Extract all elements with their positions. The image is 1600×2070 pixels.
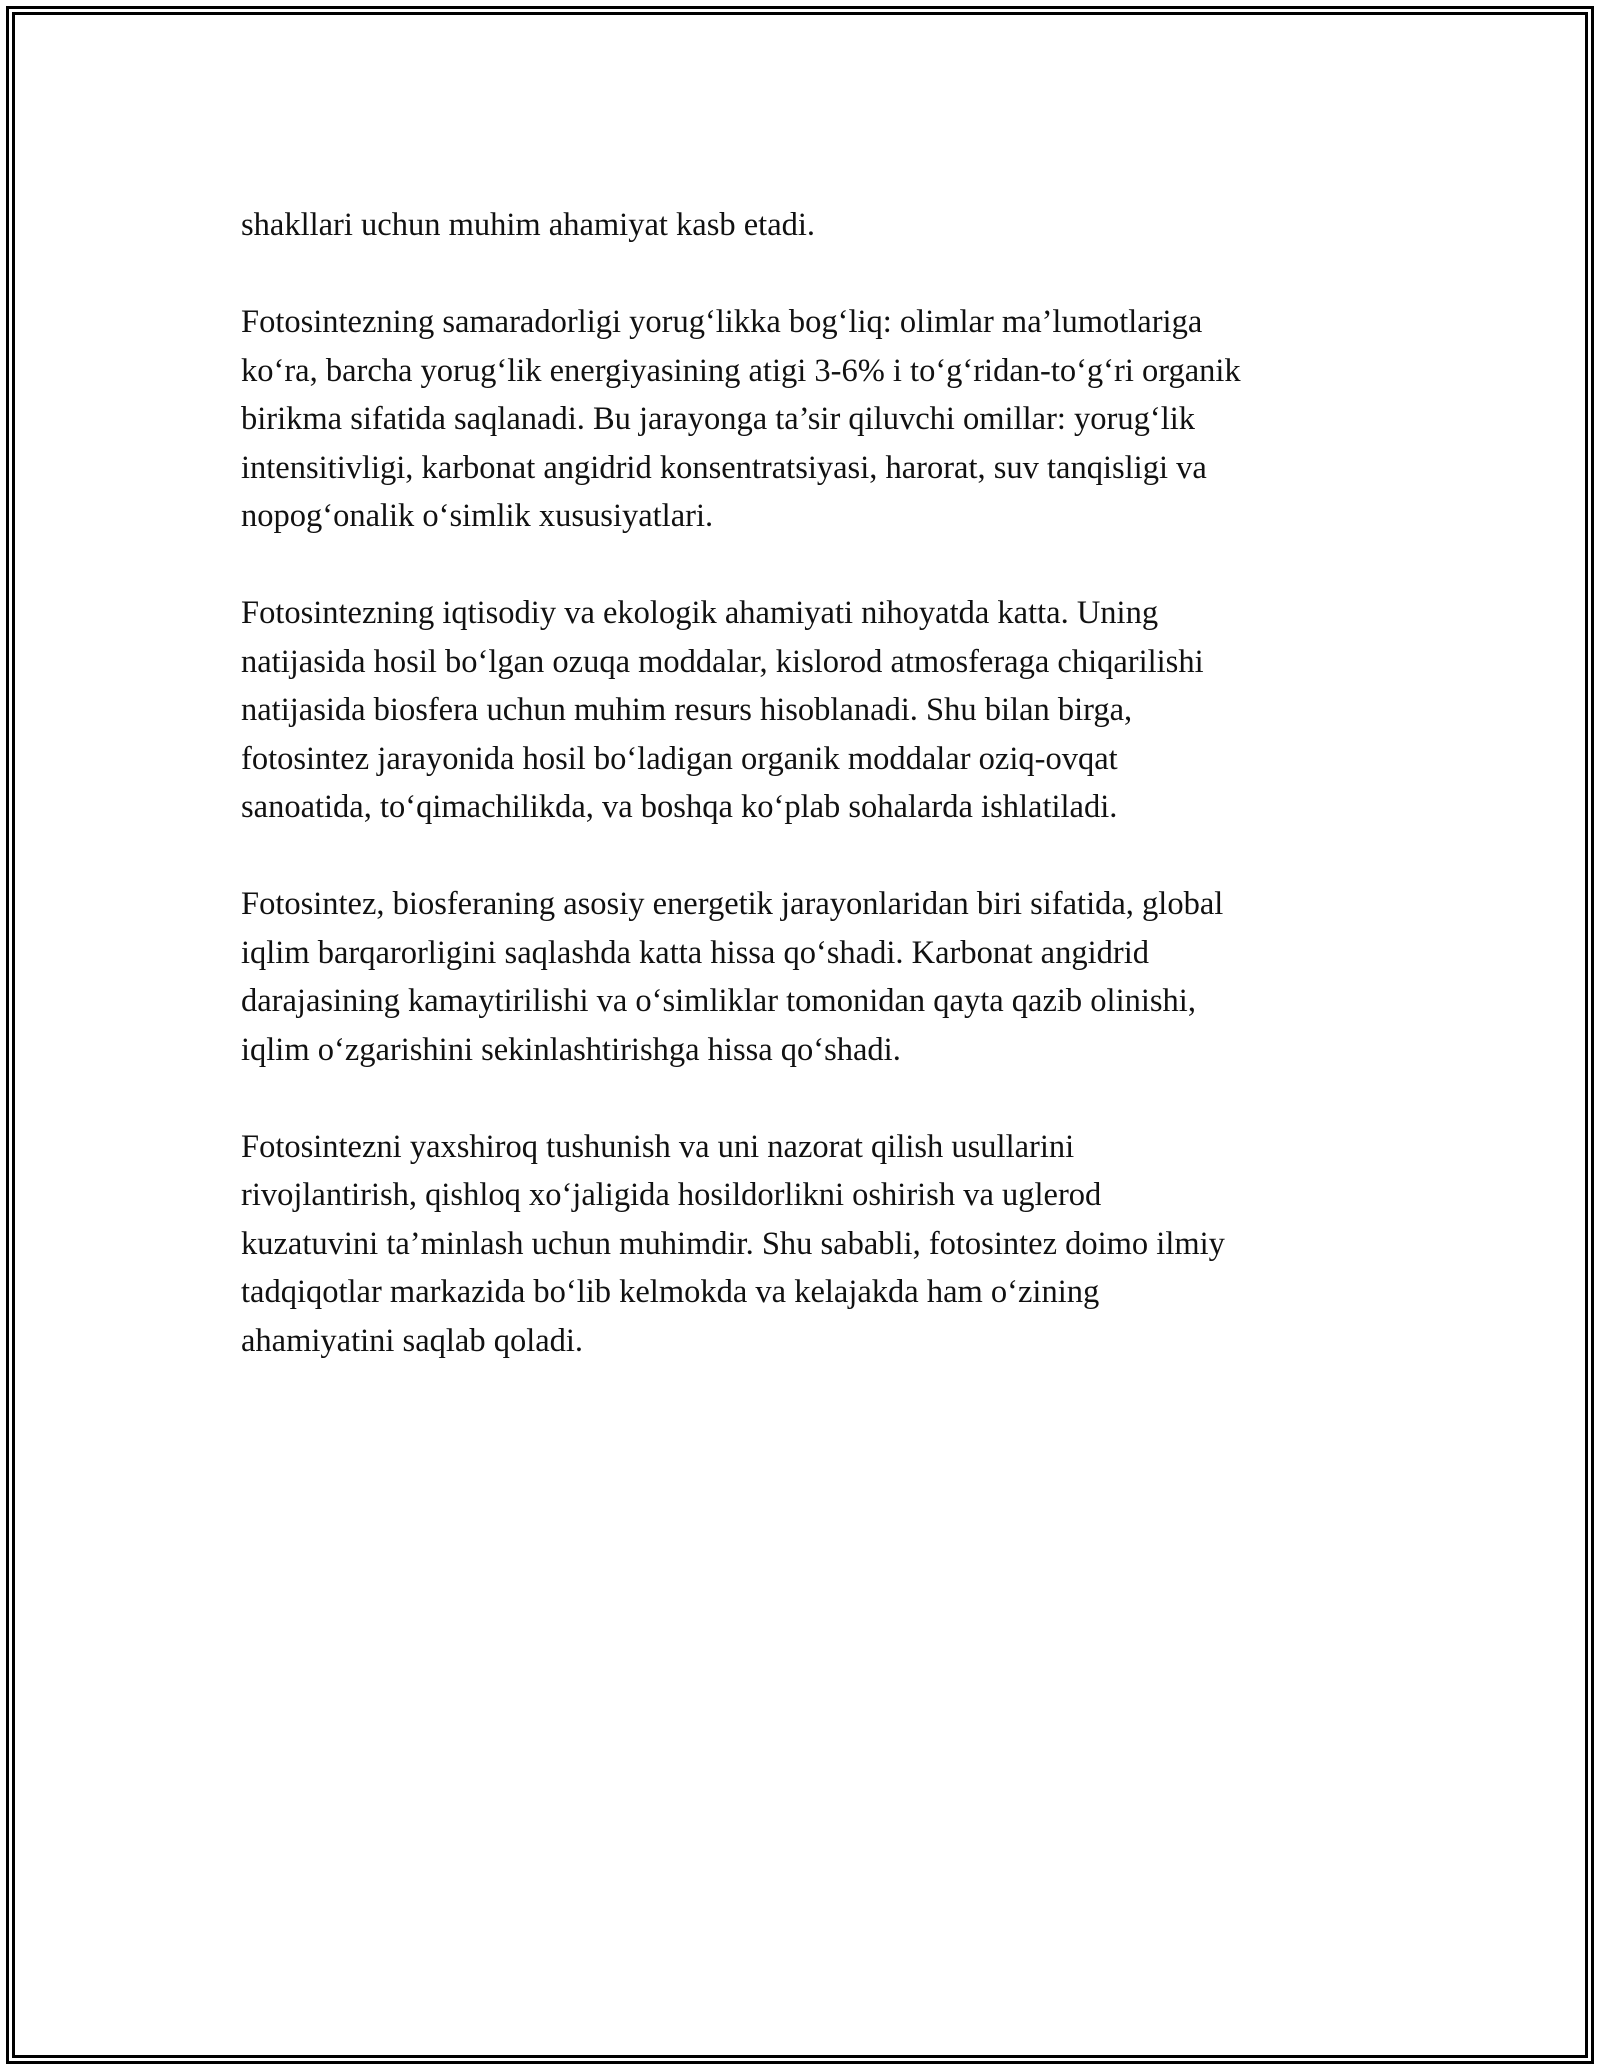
paragraph-continuation: shakllari uchun muhim ahamiyat kasb etadi.: [241, 207, 816, 243]
document-body: [241, 201, 1391, 1414]
page-border-inner: [12, 12, 1588, 2058]
page-border-outer: [6, 6, 1594, 2064]
paragraph-climate: Fotosintez, biosferaning asosiy energetik jarayonlaridan biri sifatida, global iqlim barqarorligini saqlashda katta hissa qo‘shadi. Karbonat angidrid darajasining kamaytirilishi va o‘simliklar tomonidan qayta qazib olinishi, iqlim o‘zgarishini sekinlashtirishga hissa qo‘shadi.: [241, 886, 1224, 1068]
paragraph-efficiency: Fotosintezning samaradorligi yorug‘likka bog‘liq: olimlar ma’lumotlariga ko‘ra, barcha yorug‘lik energiyasining atigi 3-6% i to‘g‘ridan-to‘g‘ri organik birikma sifatida saqlanadi. Bu jarayonga ta’sir qiluvchi omillar: yorug‘lik intensitivligi, karbonat angidrid konsentratsiyasi, harorat, suv tanqisligi va nopog‘onalik o‘simlik xususiyatlari.: [241, 304, 1241, 534]
paragraph-economic-ecological: Fotosintezning iqtisodiy va ekologik ahamiyati nihoyatda katta. Uning natijasida hosil bo‘lgan ozuqa moddalar, kislorod atmosferaga chiqarilishi natijasida biosfera uchun muhim resurs hisoblanadi. Shu bilan birga, fotosintez jarayonida hosil bo‘ladigan organik moddalar oziq-ovqat sanoatida, to‘qimachilikda, va boshqa ko‘plab sohalarda ishlatiladi.: [241, 595, 1204, 825]
paragraph-conclusion: Fotosintezni yaxshiroq tushunish va uni nazorat qilish usullarini rivojlantirish, qishloq xo‘jaligida hosildorlikni oshirish va uglerod kuzatuvini ta’minlash uchun muhimdir. Shu sababli, fotosintez doimo ilmiy tadqiqotlar markazida bo‘lib kelmokda va kelajakda ham o‘zining ahamiyatini saqlab qoladi.: [241, 1128, 1225, 1359]
